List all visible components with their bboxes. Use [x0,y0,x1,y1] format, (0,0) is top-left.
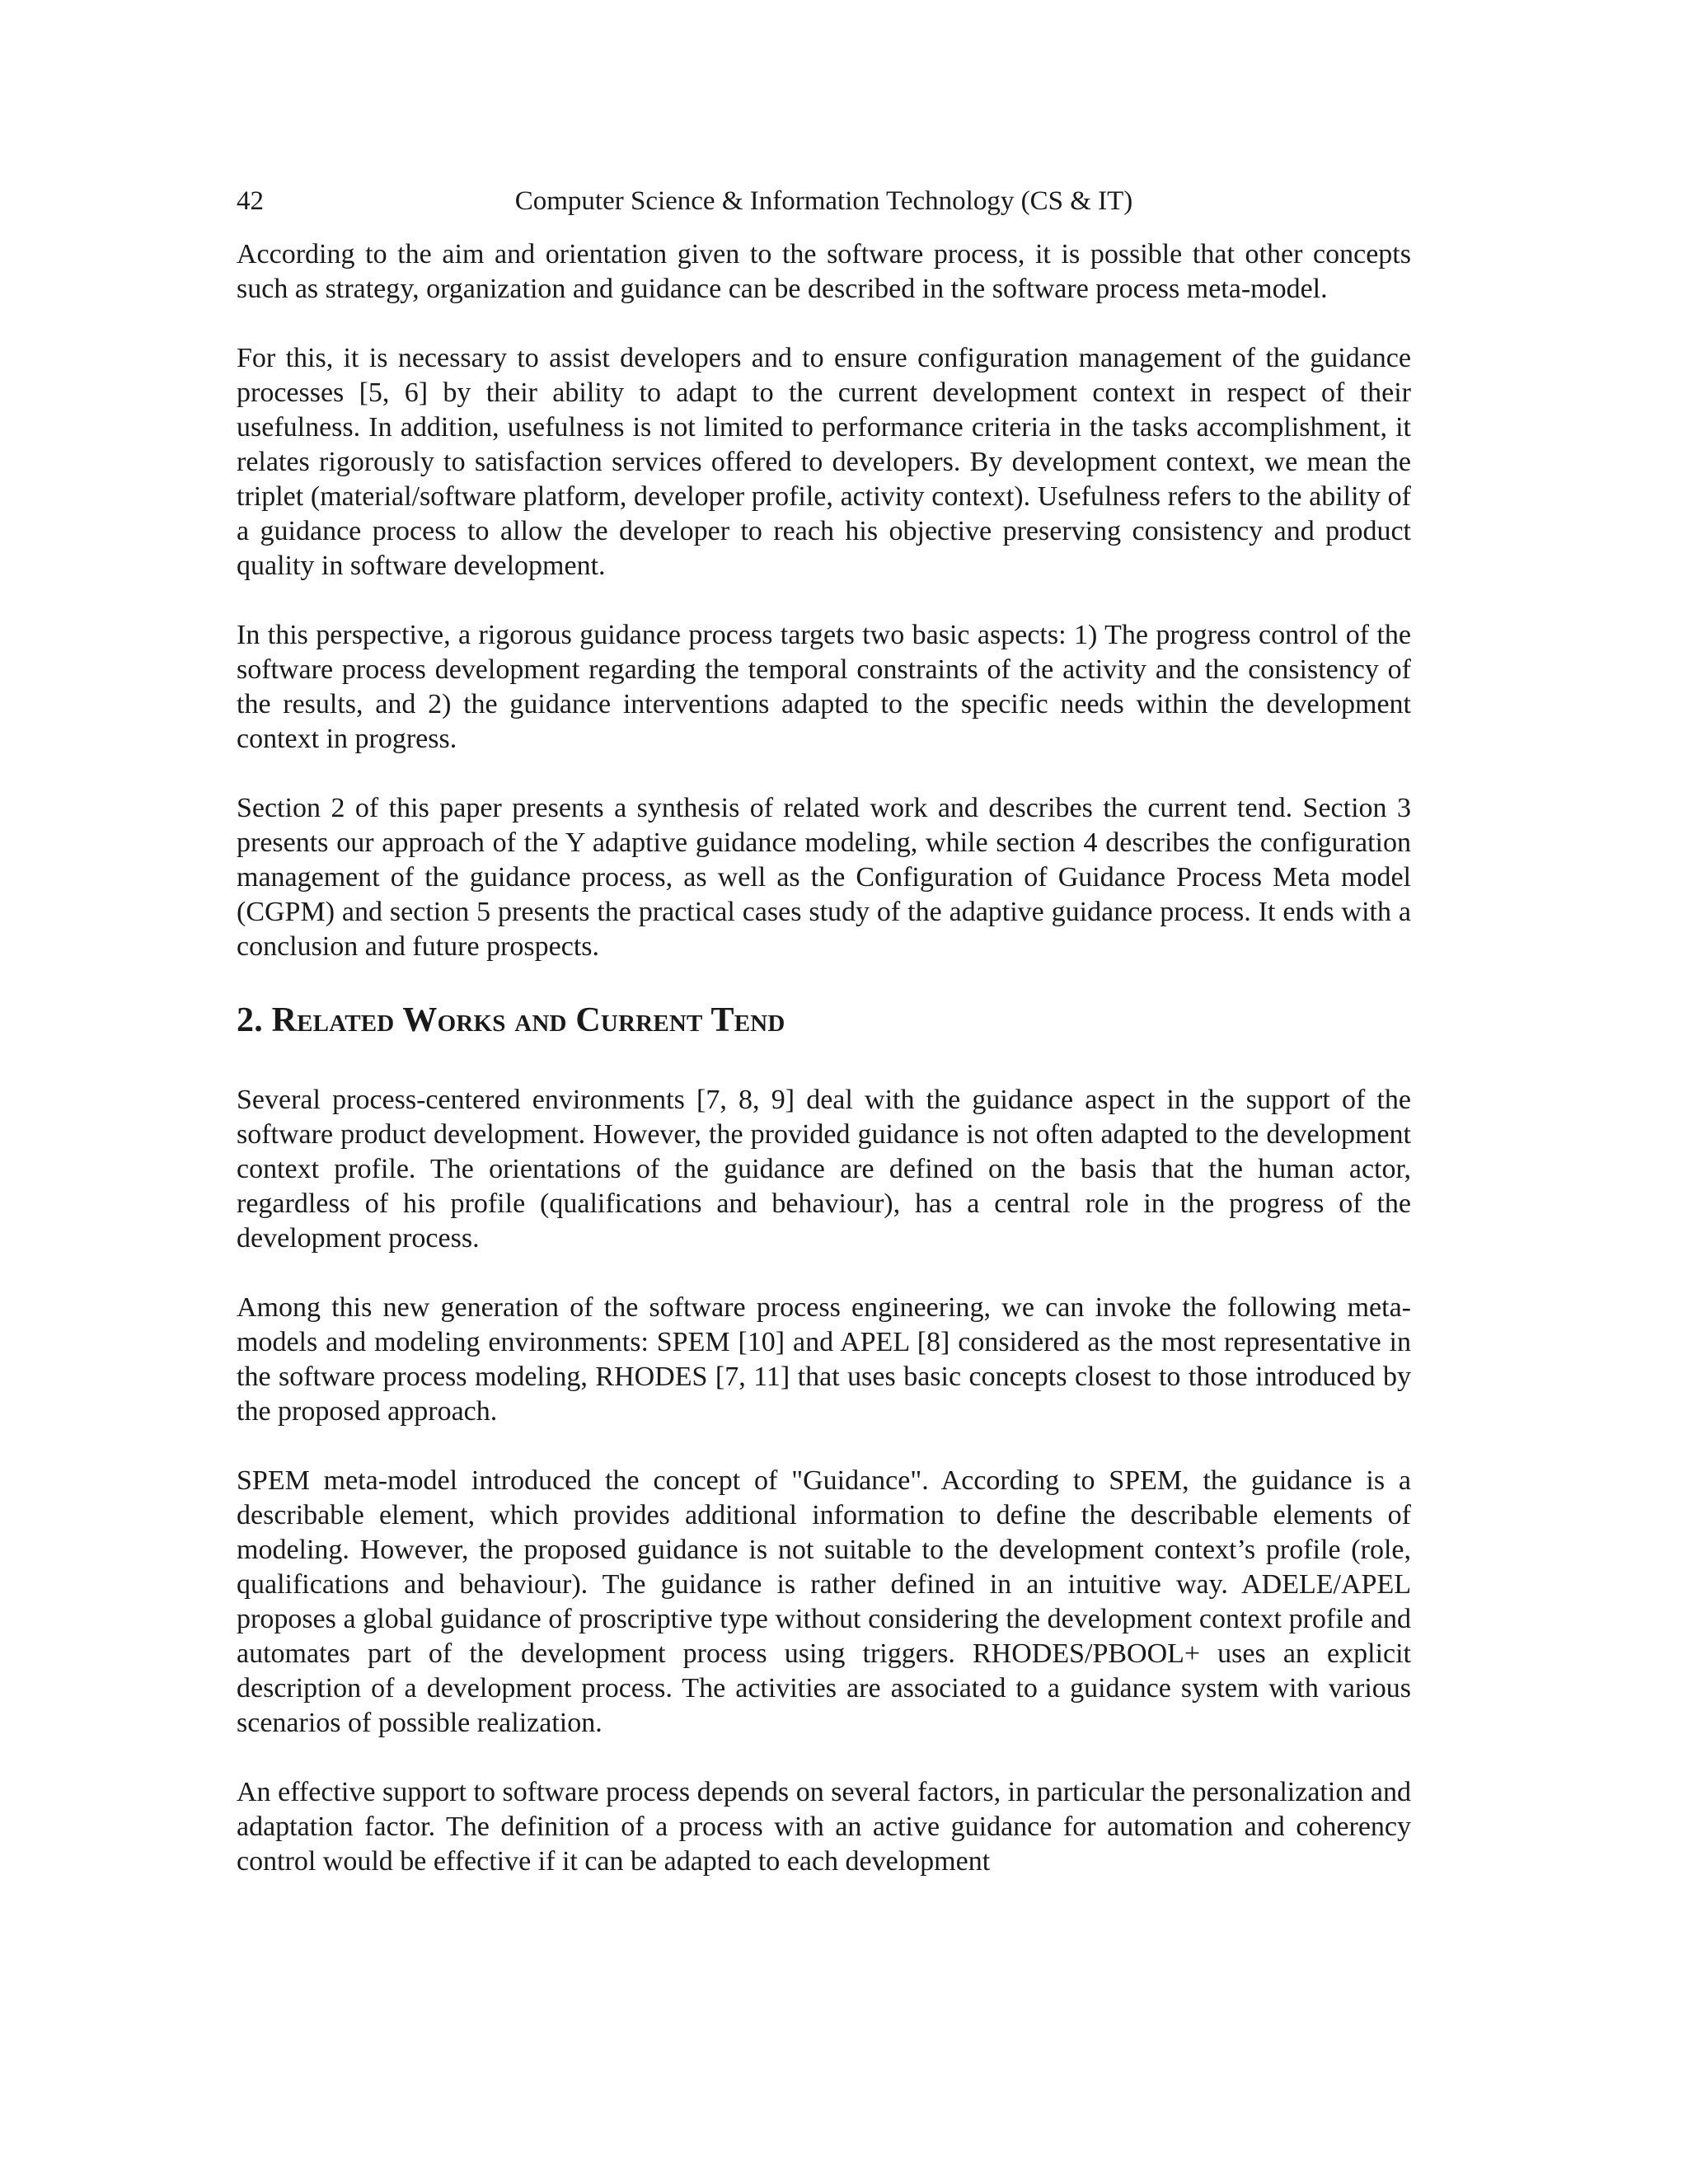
paragraph-intro-4: Section 2 of this paper presents a synthesis of related work and describes the current tend. Section 3 presents our approach of the Y adaptive guidance modeling, while section 4 describes the configuration management of the guidance process, as well as the Configuration of Guidance Process Meta model (CGPM) and section 5 presents the practical cases study of the adaptive guidance process. It ends with a conclusion and future prospects. [237,793,1411,962]
paragraph-intro-3: In this perspective, a rigorous guidance process targets two basic aspects: 1) The progress control of the software process development regarding the temporal constraints of the activity and the consistency of the results, and 2) the guidance interventions adapted to the specific needs within the development context in progress. [237,620,1411,754]
journal-title: Computer Science & Information Technology (CS & IT) [514,186,1133,216]
paragraph-related-4: An effective support to software process depends on several factors, in particular the personalization and adaptation factor. The definition of a process with an active guidance for automation and coherency control would be effective if it can be adapted to each development [237,1777,1411,1877]
section-heading: 2. Related Works and Current Tend [237,1001,785,1039]
paragraph-related-1: Several process-centered environments [7, 8, 9] deal with the guidance aspect in the support of the software product development. However, the provided guidance is not often adapted to the development context profile. The orientations of the guidance are defined on the basis that the human actor, regardless of his profile (qualifications and behaviour), has a central role in the progress of the development process. [237,1085,1411,1254]
page-number: 42 [237,186,264,216]
running-header [237,183,1411,219]
paragraph-intro-1: According to the aim and orientation given to the software process, it is possible that other concepts such as strategy, organization and guidance can be described in the software process meta-model. [237,239,1411,304]
paragraph-related-3: SPEM meta-model introduced the concept of "Guidance". According to SPEM, the guidance is a describable element, which provides additional information to define the describable elements of modeling. However, the proposed guidance is not suitable to the development context’s profile (role, qualifications and behaviour). The guidance is rather defined in an intuitive way. ADELE/APEL proposes a global guidance of proscriptive type without considering the development context profile and automates part of the development process using triggers. RHODES/PBOOL+ uses an explicit description of a development process. The activities are associated to a guidance system with various scenarios of possible realization. [237,1465,1411,1738]
body-text [237,237,1411,1914]
paragraph-intro-2: For this, it is necessary to assist developers and to ensure configuration management of the guidance processes [5, 6] by their ability to adapt to the current development context in respect of their usefulness. In addition, usefulness is not limited to performance criteria in the tasks accomplishment, it relates rigorously to satisfaction services offered to developers. By development context, we mean the triplet (material/software platform, developer profile, activity context). Usefulness refers to the ability of a guidance process to allow the developer to reach his objective preserving consistency and product quality in software development. [237,343,1411,581]
paragraph-related-2: Among this new generation of the software process engineering, we can invoke the following meta-models and modeling environments: SPEM [10] and APEL [8] considered as the most representative in the software process modeling, RHODES [7, 11] that uses basic concepts closest to those introduced by the proposed approach. [237,1292,1411,1427]
